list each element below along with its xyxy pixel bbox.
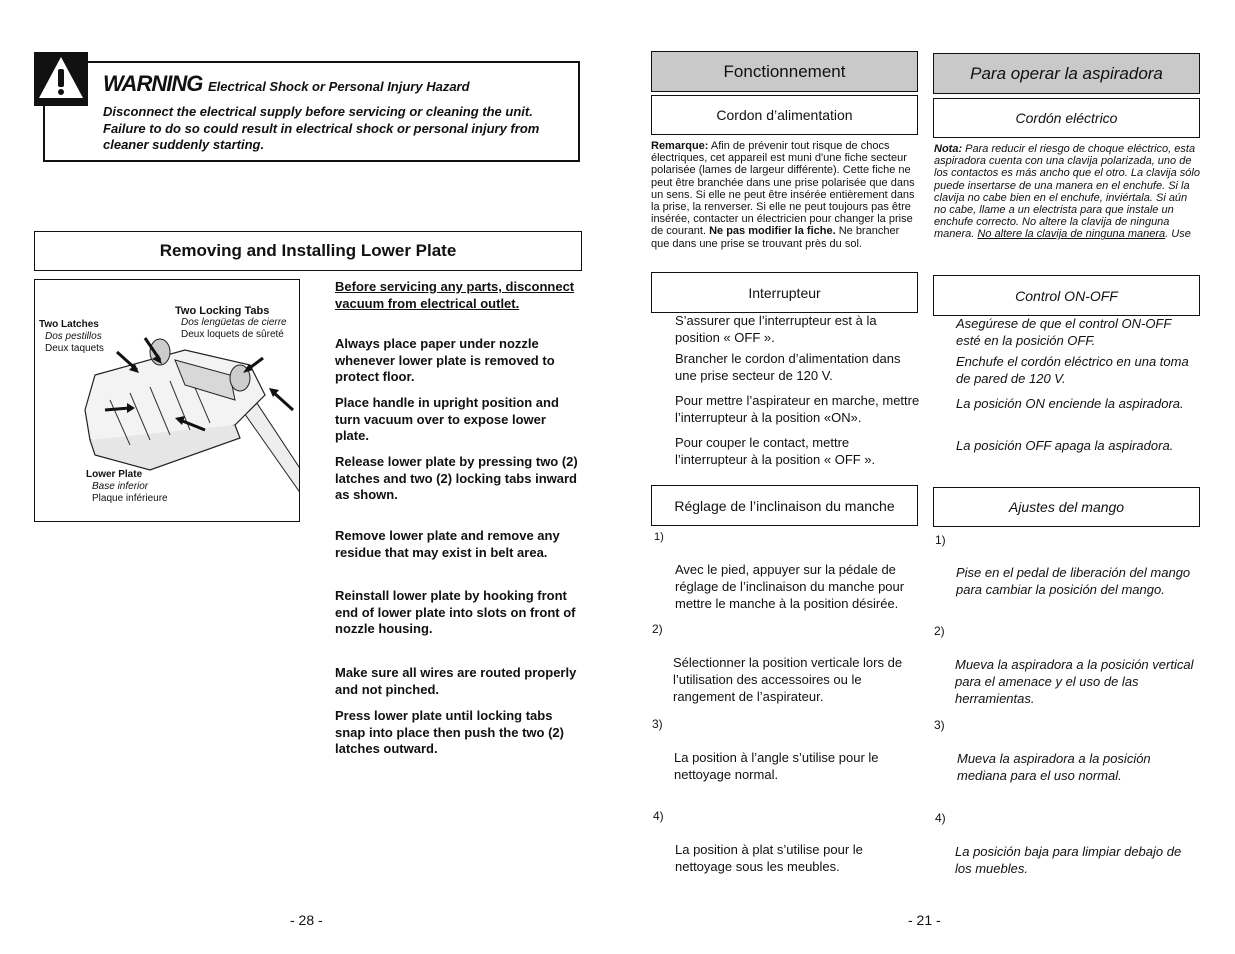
spanish-switch-item-4: La posición OFF apaga la aspiradora.	[956, 438, 1174, 453]
spanish-handle-item-2: Mueva la aspiradora a la posición vertical para el amenace y el uso de las herramientas.	[955, 657, 1194, 706]
french-handle-item-3: La position à l’angle s’utilise pour le nettoyage normal.	[674, 750, 879, 782]
spanish-handle-num-4: 4)	[935, 811, 946, 825]
french-switch-header: Interrupteur	[651, 272, 918, 313]
spanish-cord-header: Cordón eléctrico	[933, 98, 1200, 138]
french-switch-item-4: Pour couper le contact, mettre l’interrupteur à la position « OFF ».	[675, 435, 876, 467]
right-page-number: - 21 -	[908, 912, 941, 928]
french-switch-item-1: S’assurer que l’interrupteur est à la position « OFF ».	[675, 313, 877, 345]
left-page-number: - 28 -	[290, 912, 323, 928]
warning-triangle-icon	[34, 52, 88, 106]
french-handle-header: Réglage de l’inclinaison du manche	[651, 485, 918, 526]
spanish-note: Nota: Para reducir el riesgo de choque eléctrico, esta aspiradora cuenta con una clavija polarizada, uno de los contactos es más ancho que el otro. La clavija sólo puede insertarse de una manera en el enchufe. Si la clavija no cabe bien en el enchufe, inviértala. Si aún no cabe, llame a un electrista para que instale un enchufe correcto. No altere la clavija de ninguna manera. No altere la clavija de ninguna manera. Use	[934, 143, 1200, 241]
french-handle-item-4: La position à plat s’utilise pour le nettoyage sous les meubles.	[675, 842, 863, 874]
lower-plate-label: Lower Plate Base inferior Plaque inférieure	[86, 469, 168, 504]
spanish-title: Para operar la aspiradora	[933, 53, 1200, 94]
instruction-5: Remove lower plate and remove any residue that may exist in belt area.	[335, 528, 560, 560]
french-handle-item-1: Avec le pied, appuyer sur la pédale de réglage de l’inclinaison du manche pour mettre le manche à la position désirée.	[675, 562, 905, 611]
instruction-6: Reinstall lower plate by hooking front end of lower plate into slots on front of nozzle housing.	[335, 588, 576, 636]
spanish-handle-num-1: 1)	[935, 533, 946, 547]
spanish-handle-num-3: 3)	[934, 718, 945, 732]
lower-plate-illustration	[34, 279, 300, 522]
instruction-3: Place handle in upright position and turn vacuum over to expose lower plate.	[335, 395, 559, 443]
spanish-handle-num-2: 2)	[934, 624, 945, 638]
french-cord-header: Cordon d’alimentation	[651, 95, 918, 135]
french-title: Fonctionnement	[651, 51, 918, 92]
instruction-2: Always place paper under nozzle whenever lower plate is removed to protect floor.	[335, 336, 555, 384]
spanish-handle-header: Ajustes del mango	[933, 487, 1200, 527]
warning-title: WARNING	[103, 71, 203, 96]
french-switch-item-2: Brancher le cordon d’alimentation dans une prise secteur de 120 V.	[675, 351, 901, 383]
warning-subtitle: Electrical Shock or Personal Injury Hazard	[208, 79, 470, 94]
french-note: Remarque: Afin de prévenir tout risque de chocs électriques, cet appareil est muni d'une fiche secteur polarisée (lames de largeur différente). Cette fiche ne peut être branchée dans une prise polarisée que dans un sens. Si elle ne peut être insérée entièrement dans la prise, la renverser. Si elle ne peut toujours pas être insérée, contacter un électricien pour changer la prise de courant. Ne pas modifier la fiche. Ne brancher que dans une prise se trouvant près du sol.	[651, 140, 915, 250]
warning-body: Disconnect the electrical supply before servicing or cleaning the unit. Failure to do so could result in electrical shock or personal injury from cleaner suddenly starting.	[103, 104, 540, 152]
spanish-handle-item-1: Pise en el pedal de liberación del mango para cambiar la posición del mango.	[956, 565, 1191, 597]
instruction-8: Press lower plate until locking tabs snap into place then push the two (2) latches outward.	[335, 708, 564, 756]
french-handle-num-4: 4)	[653, 809, 664, 823]
instruction-7: Make sure all wires are routed properly and not pinched.	[335, 665, 577, 697]
spanish-switch-item-3: La posición ON enciende la aspiradora.	[956, 396, 1184, 411]
two-locking-tabs-label: Two Locking Tabs Dos lengüetas de cierre Deux loquets de sûreté	[175, 305, 287, 340]
instruction-1: Before servicing any parts, disconnect vacuum from electrical outlet.	[335, 279, 575, 311]
french-switch-item-3: Pour mettre l’aspirateur en marche, mettre l’interrupteur à la position «ON».	[675, 393, 920, 425]
spanish-switch-item-2: Enchufe el cordón eléctrico en una toma de pared de 120 V.	[956, 354, 1189, 386]
spanish-switch-header: Control ON-OFF	[933, 275, 1200, 316]
french-handle-item-2: Sélectionner la position verticale lors de l’utilisation des accessoires ou le rangement de l’aspirateur.	[673, 655, 903, 704]
spanish-switch-item-1: Asegúrese de que el control ON-OFF esté en la posición OFF.	[956, 316, 1172, 348]
french-handle-num-1: 1)	[654, 531, 664, 543]
instruction-4: Release lower plate by pressing two (2) latches and two (2) locking tabs inward as shown.	[335, 454, 578, 502]
french-handle-num-2: 2)	[652, 622, 663, 636]
spanish-handle-item-3: Mueva la aspiradora a la posición mediana para el uso normal.	[957, 751, 1151, 783]
french-handle-num-3: 3)	[652, 717, 663, 731]
section-title: Removing and Installing Lower Plate	[34, 231, 582, 271]
spanish-handle-item-4: La posición baja para limpiar debajo de los muebles.	[955, 844, 1182, 876]
two-latches-label: Two Latches Dos pestillos Deux taquets	[39, 319, 104, 354]
